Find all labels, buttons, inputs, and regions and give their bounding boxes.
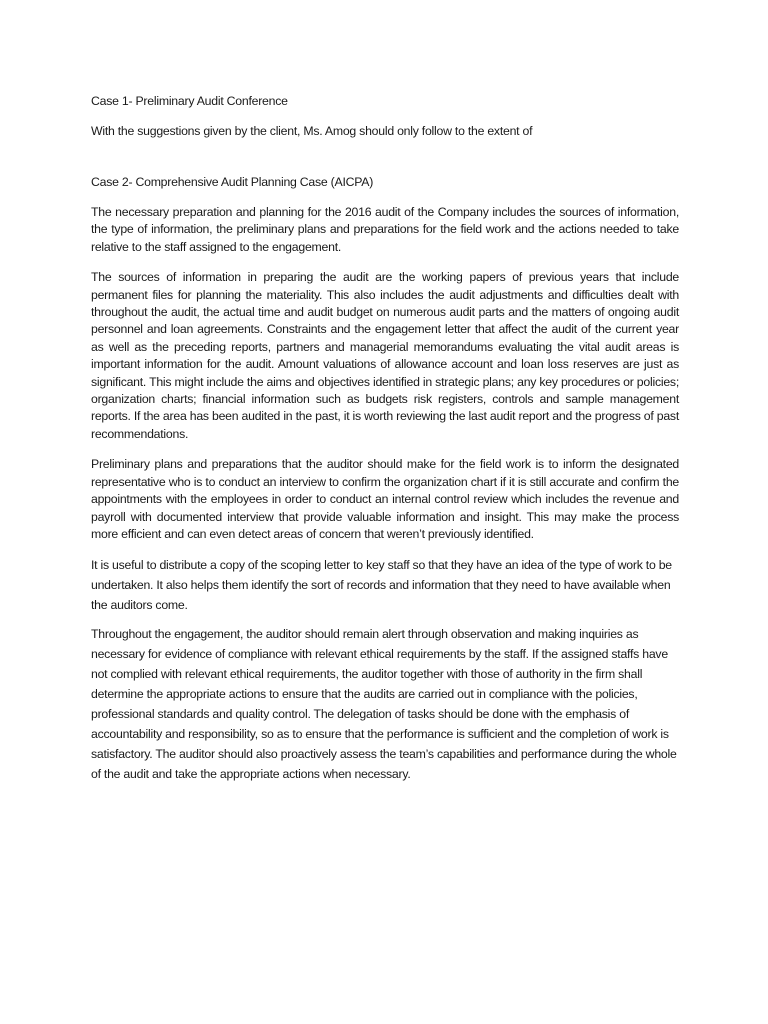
paragraph-preliminary-plans: Preliminary plans and preparations that the auditor should make for the field work is to inform the designated representative who is to conduct an interview to confirm the organization chart if it is still accurate and confirm the appointments with the employees in order to conduct an internal control review which includes the revenue and payroll with documented interview that provide valuable information and insight. This may make the process more efficient and can even detect areas of concern that weren’t previously identified. [91, 457, 679, 541]
paragraph-sources-of-information: The sources of information in preparing the audit are the working papers of previous years that include permanent files for planning the materiality. This also includes the audit adjustments and difficulties dealt with throughout the audit, the actual time and audit budget on numerous audit parts and the matters of ongoing audit personnel and loan agreements. Constraints and the engagement letter that affect the audit of the current year as well as the preceding reports, partners and managerial memorandums evaluating the vital audit areas is important information for the audit. Amount valuations of allowance account and loan loss reserves are just as significant. This might include the aims and objectives identified in strategic plans; any key procedures or policies; organization charts; financial information such as budgets risk registers, controls and sample management reports. If the area has been audited in the past, it is worth reviewing the last audit report and the progress of past recommendations. [91, 270, 679, 441]
document-body [91, 93, 679, 784]
case1-text: With the suggestions given by the client, Ms. Amog should only follow to the extent of [91, 124, 533, 138]
paragraph-planning-overview: The necessary preparation and planning for the 2016 audit of the Company includes the sources of information, the type of information, the preliminary plans and preparations for the field work and the actions needed to take relative to the staff assigned to the engagement. [91, 205, 679, 254]
case1-heading: Case 1- Preliminary Audit Conference [91, 94, 288, 108]
paragraph-engagement-staff: Throughout the engagement, the auditor should remain alert through observation and making inquiries as necessary for evidence of compliance with relevant ethical requirements by the staff. If the assigned staffs have not complied with relevant ethical requirements, the auditor together with those of authority in the firm shall determine the appropriate actions to ensure that the audits are carried out in compliance with the policies, professional standards and quality control. The delegation of tasks should be done with the emphasis of accountability and responsibility, so as to ensure that the performance is sufficient and the completion of work is satisfactory. The auditor should also proactively assess the team’s capabilities and performance during the whole of the audit and take the appropriate actions when necessary. [91, 627, 677, 782]
paragraph-scoping-letter: It is useful to distribute a copy of the scoping letter to key staff so that they have an idea of the type of work to be undertaken. It also helps them identify the sort of records and information that they need to have available when the auditors come. [91, 558, 672, 613]
case2-heading: Case 2- Comprehensive Audit Planning Case (AICPA) [91, 175, 374, 189]
